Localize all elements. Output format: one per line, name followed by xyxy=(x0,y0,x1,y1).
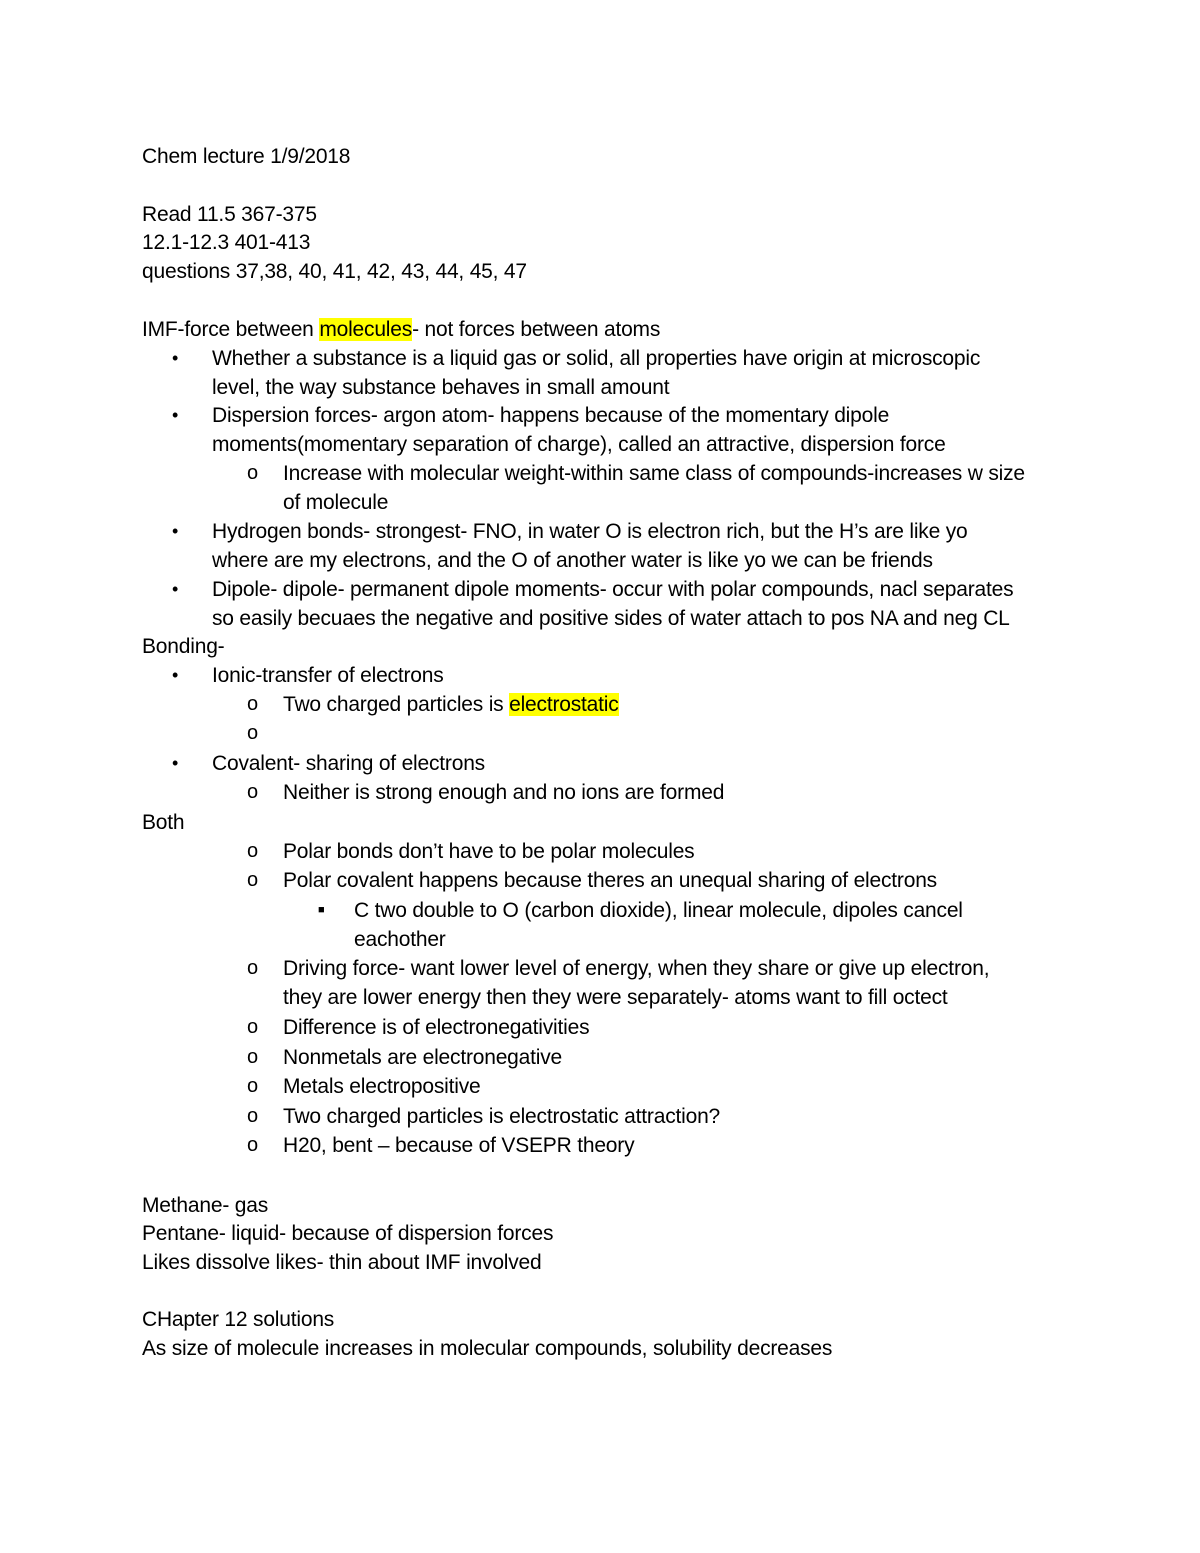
list-item-text: they are lower energy then they were separately- atoms want to fill octect xyxy=(283,986,948,1009)
list-item-text: Polar bonds don’t have to be polar molecules xyxy=(283,840,695,863)
list-item-text: Driving force- want lower level of energy, when they share or give up electron, xyxy=(283,957,990,980)
list-item-text: Metals electropositive xyxy=(283,1075,481,1098)
misc-line-2: Pentane- liquid- because of dispersion forces xyxy=(142,1222,554,1245)
chapter12-line-1: As size of molecule increases in molecular compounds, solubility decreases xyxy=(142,1337,833,1360)
circle-marker: o xyxy=(247,1075,259,1097)
document-title: Chem lecture 1/9/2018 xyxy=(142,145,351,168)
imf-heading xyxy=(142,315,660,344)
circle-marker: o xyxy=(247,840,259,862)
bullet-marker: • xyxy=(172,348,179,368)
bullet-marker: • xyxy=(172,665,179,685)
circle-marker: o xyxy=(247,957,259,979)
list-item-text: Ionic-transfer of electrons xyxy=(212,664,444,687)
list-item-text: Whether a substance is a liquid gas or solid, all properties have origin at microscopic xyxy=(212,347,981,370)
reading-line-1: Read 11.5 367-375 xyxy=(142,203,317,226)
bullet-marker: • xyxy=(172,405,179,425)
list-item-text: Dipole- dipole- permanent dipole moments- occur with polar compounds, nacl separates xyxy=(212,578,1014,601)
square-marker: ■ xyxy=(318,904,325,916)
circle-marker: o xyxy=(247,722,259,744)
list-item-text: so easily becuaes the negative and positive sides of water attach to pos NA and neg CL xyxy=(212,607,1010,630)
highlighted-text: electrostatic xyxy=(509,693,619,716)
list-item-text: Dispersion forces- argon atom- happens because of the momentary dipole xyxy=(212,404,890,427)
list-item-text: Nonmetals are electronegative xyxy=(283,1046,563,1069)
both-heading: Both xyxy=(142,811,185,834)
misc-line-1: Methane- gas xyxy=(142,1194,269,1217)
imf-heading-post: - not forces between atoms xyxy=(412,318,661,341)
list-item-text: level, the way substance behaves in small amount xyxy=(212,376,670,399)
list-item-text: Difference is of electronegativities xyxy=(283,1016,590,1039)
circle-marker: o xyxy=(247,1046,259,1068)
circle-marker: o xyxy=(247,1016,259,1038)
list-item-text: Hydrogen bonds- strongest- FNO, in water O is electron rich, but the H’s are like yo xyxy=(212,520,968,543)
circle-marker: o xyxy=(247,462,259,484)
list-item-text: Two charged particles is electrostatic attraction? xyxy=(283,1105,721,1128)
bullet-marker: • xyxy=(172,521,179,541)
bonding-heading: Bonding- xyxy=(142,635,225,658)
list-item-text: where are my electrons, and the O of another water is like yo we can be friends xyxy=(212,549,933,572)
misc-line-3: Likes dissolve likes- thin about IMF involved xyxy=(142,1251,542,1274)
list-item-text: moments(momentary separation of charge), called an attractive, dispersion force xyxy=(212,433,946,456)
bullet-marker: • xyxy=(172,753,179,773)
ionic-sub-pre: Two charged particles is xyxy=(283,693,510,716)
list-item-text xyxy=(283,690,619,719)
reading-line-3: questions 37,38, 40, 41, 42, 43, 44, 45, 47 xyxy=(142,260,527,283)
circle-marker: o xyxy=(247,781,259,803)
chapter12-heading: CHapter 12 solutions xyxy=(142,1308,335,1331)
circle-marker: o xyxy=(247,1105,259,1127)
circle-marker: o xyxy=(247,869,259,891)
reading-line-2: 12.1-12.3 401-413 xyxy=(142,231,311,254)
list-item-text: eachother xyxy=(354,928,446,951)
highlighted-text: molecules xyxy=(319,318,413,341)
list-item-text: Neither is strong enough and no ions are formed xyxy=(283,781,725,804)
list-item-text: Polar covalent happens because theres an unequal sharing of electrons xyxy=(283,869,937,892)
imf-heading-pre: IMF-force between xyxy=(142,318,320,341)
bullet-marker: • xyxy=(172,579,179,599)
list-item-text: of molecule xyxy=(283,491,389,514)
list-item-text: Covalent- sharing of electrons xyxy=(212,752,485,775)
circle-marker: o xyxy=(247,1134,259,1156)
list-item-text: Increase with molecular weight-within same class of compounds-increases w size xyxy=(283,462,1025,485)
circle-marker: o xyxy=(247,693,259,715)
list-item-text: C two double to O (carbon dioxide), linear molecule, dipoles cancel xyxy=(354,899,963,922)
list-item-text: H20, bent – because of VSEPR theory xyxy=(283,1134,635,1157)
